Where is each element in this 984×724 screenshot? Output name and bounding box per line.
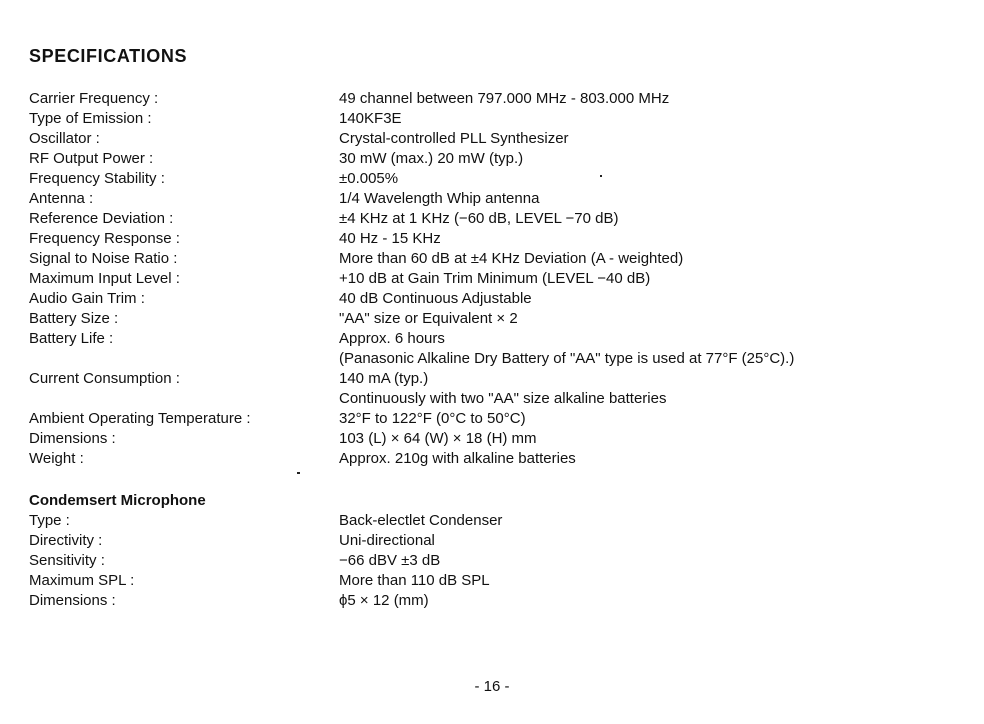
spec-label: Carrier Frequency : xyxy=(29,90,159,107)
spec-row xyxy=(29,169,929,189)
spec-row xyxy=(29,289,929,309)
spec-row xyxy=(29,309,929,329)
spec-value: Approx. 6 hours xyxy=(339,330,445,347)
spec-label: RF Output Power : xyxy=(29,150,154,167)
spec-value: ±4 KHz at 1 KHz (−60 dB, LEVEL −70 dB) xyxy=(339,210,619,227)
spec-label: Audio Gain Trim : xyxy=(29,290,145,307)
microphone-spec-table xyxy=(29,491,929,611)
spec-row xyxy=(29,369,929,389)
spec-row xyxy=(29,189,929,209)
spec-value: 140 mA (typ.) xyxy=(339,370,429,387)
spec-label: Dimensions : xyxy=(29,592,116,609)
spec-value: 40 Hz - 15 KHz xyxy=(339,230,441,247)
spec-row xyxy=(29,249,929,269)
spec-label: Type of Emission : xyxy=(29,110,152,127)
spec-value: More than 110 dB SPL xyxy=(339,572,490,589)
spec-value: Approx. 210g with alkaline batteries xyxy=(339,450,576,467)
spec-value: (Panasonic Alkaline Dry Battery of "AA" type is used at 77°F (25°C).) xyxy=(339,350,795,367)
spec-label: Type : xyxy=(29,512,70,529)
spec-row xyxy=(29,531,929,551)
spec-label xyxy=(29,349,339,369)
page-number: - 16 - xyxy=(474,678,510,695)
spec-row xyxy=(29,149,929,169)
spec-value: Uni-directional xyxy=(339,532,435,549)
microphone-heading: Condemsert Microphone xyxy=(29,492,206,509)
spec-label: Battery Size : xyxy=(29,310,119,327)
spec-label: Maximum SPL : xyxy=(29,572,135,589)
spec-label: Battery Life : xyxy=(29,330,114,347)
spec-row xyxy=(29,571,929,591)
spec-row xyxy=(29,229,929,249)
spec-value: 32°F to 122°F (0°C to 50°C) xyxy=(339,410,526,427)
spec-label: Frequency Stability : xyxy=(29,170,165,187)
scan-speck xyxy=(297,472,300,474)
spec-value: 103 (L) × 64 (W) × 18 (H) mm xyxy=(339,430,537,447)
spec-row-continuation xyxy=(29,349,929,369)
spec-value: −66 dBV ±3 dB xyxy=(339,552,441,569)
spec-value: "AA" size or Equivalent × 2 xyxy=(339,310,518,327)
spec-label: Frequency Response : xyxy=(29,230,180,247)
spec-row xyxy=(29,329,929,349)
spec-row xyxy=(29,209,929,229)
spec-value: 49 channel between 797.000 MHz - 803.000 MHz xyxy=(339,90,670,107)
spec-row xyxy=(29,129,929,149)
spec-label xyxy=(29,389,339,409)
page-title: SPECIFICATIONS xyxy=(29,46,188,66)
spec-row xyxy=(29,269,929,289)
spec-label: Maximum Input Level : xyxy=(29,270,180,287)
spec-row-continuation xyxy=(29,389,929,409)
spec-label: Current Consumption : xyxy=(29,370,180,387)
spec-label: Dimensions : xyxy=(29,430,116,447)
scan-speck xyxy=(600,175,602,177)
spec-label: Signal to Noise Ratio : xyxy=(29,250,178,267)
spec-label: Ambient Operating Temperature : xyxy=(29,410,251,427)
spec-label: Antenna : xyxy=(29,190,94,207)
spec-label: Weight : xyxy=(29,450,84,467)
spec-value: 30 mW (max.) 20 mW (typ.) xyxy=(339,150,524,167)
spec-row xyxy=(29,89,929,109)
spec-value: 1/4 Wavelength Whip antenna xyxy=(339,190,540,207)
spec-row xyxy=(29,511,929,531)
spec-row xyxy=(29,551,929,571)
spec-value: ±0.005% xyxy=(339,170,399,187)
transmitter-spec-table xyxy=(29,89,929,469)
spec-row xyxy=(29,409,929,429)
spec-value: ϕ5 × 12 (mm) xyxy=(339,592,429,609)
spec-row xyxy=(29,109,929,129)
spec-value: Continuously with two "AA" size alkaline batteries xyxy=(339,390,667,407)
spec-label: Reference Deviation : xyxy=(29,210,174,227)
spec-value: More than 60 dB at ±4 KHz Deviation (A - weighted) xyxy=(339,250,684,267)
spec-value: 140KF3E xyxy=(339,110,402,127)
spec-value: Back-electlet Condenser xyxy=(339,512,503,529)
spec-value: +10 dB at Gain Trim Minimum (LEVEL −40 dB) xyxy=(339,270,651,287)
spec-row xyxy=(29,591,929,611)
spec-label: Directivity : xyxy=(29,532,103,549)
spec-value: 40 dB Continuous Adjustable xyxy=(339,290,532,307)
spec-label: Sensitivity : xyxy=(29,552,105,569)
spec-row xyxy=(29,429,929,449)
spec-row xyxy=(29,449,929,469)
spec-value: Crystal-controlled PLL Synthesizer xyxy=(339,130,569,147)
spec-label: Oscillator : xyxy=(29,130,100,147)
